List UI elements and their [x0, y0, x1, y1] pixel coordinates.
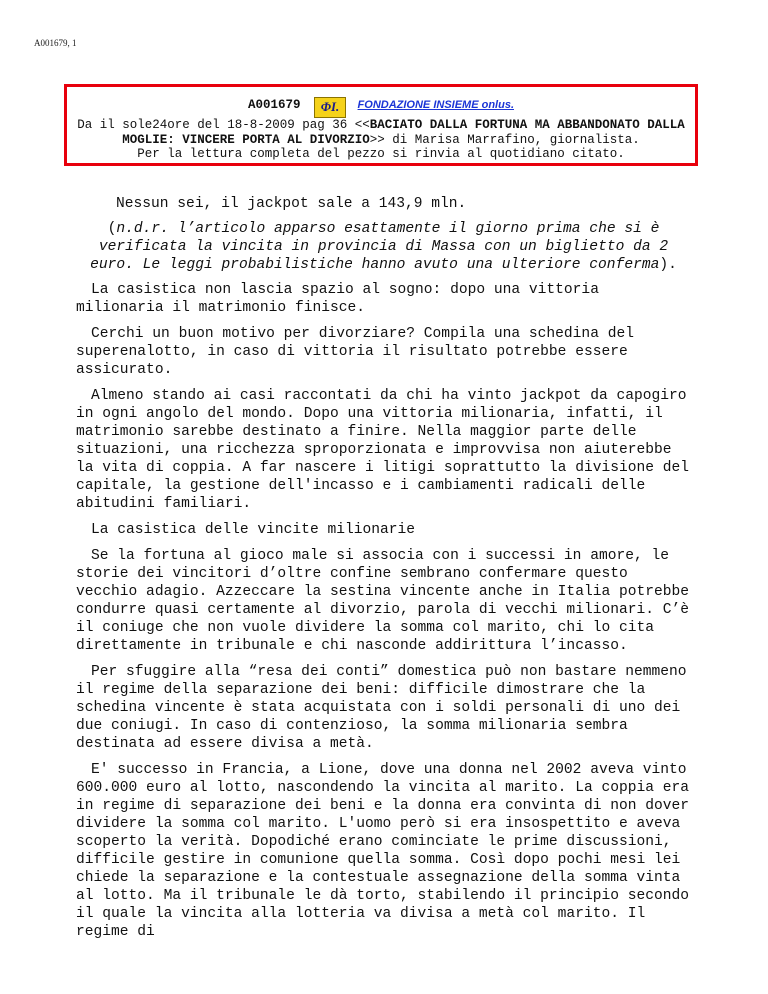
- editor-note-text: n.d.r. l’articolo apparso esattamente il giorno prima che si è verificata la vincita in provincia di Massa con un biglietto da 2 euro. Le leggi probabilistiche hanno avuto una ulteriore conferma: [90, 221, 669, 273]
- document-code: A001679: [248, 98, 301, 112]
- article-body: [76, 195, 691, 949]
- section-heading: La casistica delle vincite milionarie: [91, 522, 416, 538]
- header-source: [67, 118, 695, 147]
- source-prefix: Da il sole24ore del 18-8-2009 pag 36 <<: [77, 118, 370, 132]
- page-number: A001679, 1: [34, 38, 77, 48]
- paragraph-6: E' successo in Francia, a Lione, dove una donna nel 2002 aveva vinto 600.000 euro al lotto, nascondendo la vincita al marito. La coppia era in regime di separazione dei beni e la donna era convinta di non dover dividere la somma col marito. L'uomo però si era insospettito e aveva scoperto la verità. Dopodiché erano cominciate le prime discussioni, difficile gestire in comunione quella somma. Così dopo pochi mesi lei chiede la separazione e la contestuale assegnazione della somma vinta al lotto. Ma il tribunale le dà torto, stabilendo il principio secondo il quale la vincita alla lotteria va divisa a metà col marito. Il regime di: [76, 762, 690, 940]
- editor-note-close: ).: [659, 257, 677, 273]
- paragraph-4: Se la fortuna al gioco male si associa con i successi in amore, le storie dei vincitori d’oltre confine sembrano confermare questo vecchio adagio. Azzeccare la sestina vincente anche in Italia potrebbe condurre quasi certamente al divorzio, parola di vecchi milionari. C’è il coniuge che non vuole dividere la somma col marito, chi lo cita direttamente in tribunale e chi nasconde addirittura l’incasso.: [76, 548, 690, 654]
- foundation-logo-icon: ΦI.: [314, 97, 346, 118]
- article-subtitle: Nessun sei, il jackpot sale a 143,9 mln.: [116, 196, 467, 212]
- header-line-1: [67, 97, 695, 118]
- header-box: [64, 84, 698, 166]
- paragraph-2: Cerchi un buon motivo per divorziare? Compila una schedina del superenalotto, in caso di vittoria il risultato potrebbe essere assicurato.: [76, 326, 634, 378]
- header-note: Per la lettura completa del pezzo si rinvia al quotidiano citato.: [137, 147, 625, 162]
- foundation-link[interactable]: FONDAZIONE INSIEME onlus.: [357, 99, 514, 111]
- paragraph-1: La casistica non lascia spazio al sogno: dopo una vittoria milionaria il matrimonio finisce.: [76, 282, 599, 316]
- paragraph-5: Per sfuggire alla “resa dei conti” domestica può non bastare nemmeno il regime della separazione dei beni: difficile dimostrare che la schedina vincente è stata acquistata con i soldi personali di uno dei due coniugi. In caso di contenzioso, la somma milionaria sembra destinata ad essere divisa a metà.: [76, 664, 687, 752]
- paragraph-3: Almeno stando ai casi raccontati da chi ha vinto jackpot da capogiro in ogni angolo del mondo. Dopo una vittoria milionaria, infatti, il matrimonio sarebbe destinato a finire. Nella maggior parte delle situazioni, una ricchezza sproporzionata e improvvisa non aiuterebbe la vita di coppia. A far nascere i litigi soprattutto la divisione del capitale, la gestione dell'incasso e i cambiamenti radicali delle abitudini familiari.: [76, 388, 690, 512]
- editor-note: [76, 220, 691, 274]
- source-suffix: >> di Marisa Marrafino, giornalista.: [369, 132, 640, 147]
- source-headline: BACIATO DALLA FORTUNA MA ABBANDONATO DALLA MOGLIE: VINCERE PORTA AL DIVORZIO: [122, 118, 685, 147]
- editor-note-open: (: [107, 221, 117, 237]
